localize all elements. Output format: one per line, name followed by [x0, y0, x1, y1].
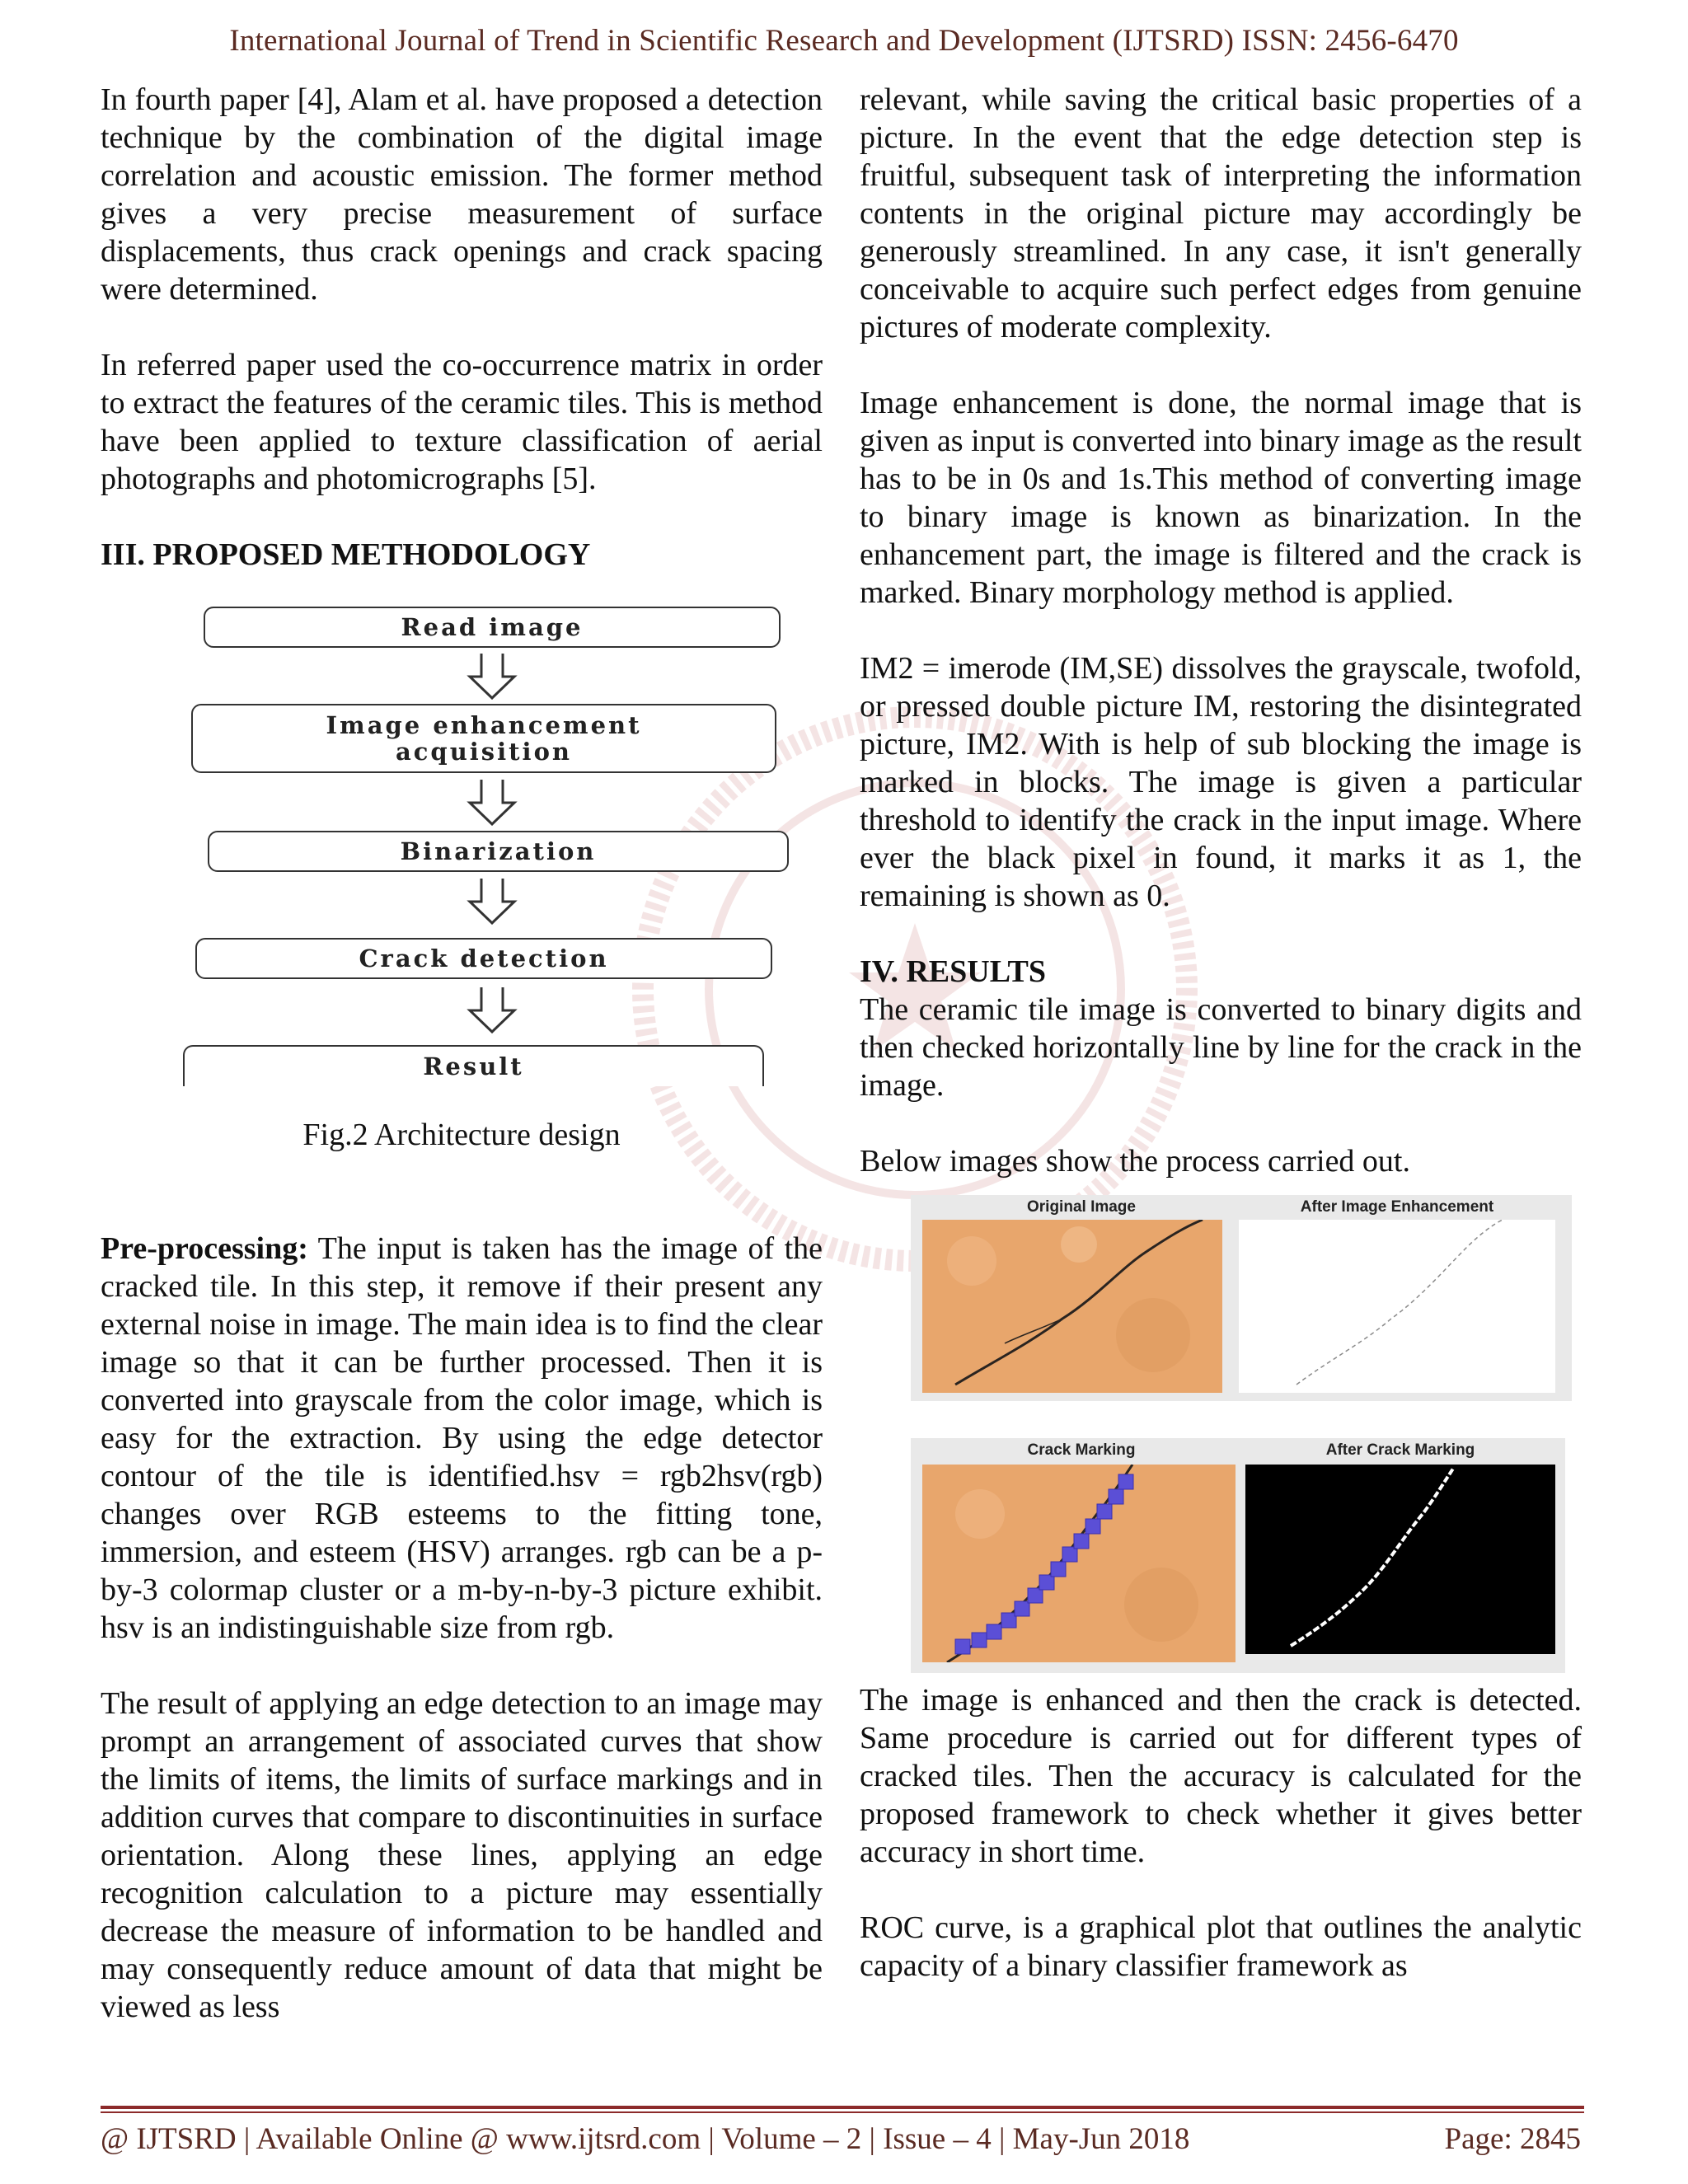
flow-box-label: Image enhancement [326, 711, 642, 739]
down-arrow-icon [463, 877, 521, 925]
paragraph: The result of applying an edge detection to an image may prompt an arrangement of associated curves that show the limits of items, the limits of surface markings and in addition curves that compare to discontinuities in surface orientation. Along these lines, applying an edge recognition calculation to a picture may essentially decrease the measure of information to be handled and may consequently reduce amount of data that might be viewed as less [101, 1686, 823, 2024]
panel-title: Original Image [1027, 1198, 1136, 1216]
down-arrow-icon [463, 652, 521, 700]
paragraph [101, 1230, 823, 1647]
paragraph: relevant, while saving the critical basic properties of a picture. In the event that the edge detection step is fruitful, subsequent task of interpreting the information contents in the original picture may accordingly be generously streamlined. In any case, it isn't generally conceivable to acquire such perfect edges from genuine pictures of moderate complexity. [860, 82, 1582, 344]
panel-after-crack-marking [1236, 1438, 1565, 1673]
flow-box-label: Read image [401, 613, 584, 641]
panel-title: Crack Marking [1027, 1441, 1136, 1459]
flow-box-label: Binarization [400, 837, 597, 865]
architecture-flowchart [101, 607, 823, 1208]
paragraph: IM2 = imerode (IM,SE) dissolves the grayscale, twofold, or pressed double picture IM, restoring the disintegrated picture, IM2. With is help of sub blocking the image is marked in blocks. The image is given a particular threshold to identify the crack in the input image. Where ever the black pixel in found, it marks it as 1, the remaining is shown as 0. [860, 651, 1582, 913]
journal-header: International Journal of Trend in Scientific Research and Development (IJTSRD) ISSN: 2456-6470 [229, 24, 1459, 58]
paragraph: In fourth paper [4], Alam et al. have proposed a detection technique by the combination of the digital image correlation and acoustic emission. The former method gives a very precise measurement of surface displacements, thus crack openings and crack spacing were determined. [101, 82, 823, 307]
tile-photo-icon [922, 1220, 1240, 1393]
panel-original-image [911, 1195, 1252, 1401]
footer-journal-info: @ IJTSRD | Available Online @ www.ijtsrd.com | Volume – 2 | Issue – 4 | May-Jun 2018 [101, 2122, 1190, 2156]
enhanced-image-icon [1239, 1220, 1555, 1393]
binary-crack-image-icon [1245, 1465, 1555, 1654]
down-arrow-icon [463, 986, 521, 1033]
section-heading: IV. RESULTS [860, 954, 1047, 989]
flow-box-result [183, 1045, 764, 1086]
right-column [860, 81, 1582, 1985]
panel-crack-marking [911, 1438, 1252, 1673]
paragraph-label: Pre-processing: [101, 1231, 308, 1266]
panel-after-enhancement [1222, 1195, 1572, 1401]
flow-box-label: Result [423, 1052, 524, 1080]
left-column [101, 81, 823, 2026]
down-arrow-icon [463, 778, 521, 826]
panel-title: After Image Enhancement [1300, 1198, 1494, 1216]
flow-box-label: Crack detection [359, 944, 609, 972]
figure-caption: Fig.2 Architecture design [302, 1118, 621, 1152]
paragraph-text: The input is taken has the image of the cracked tile. In this step, it remove if their present any external noise in image. The main idea is to find the clear image so that it can be further processed. Then it is converted into grayscale from the color image, which is easy for the extraction. By using the edge detector contour of the tile is identified.hsv = rgb2hsv(rgb) changes over RGB esteems to the fitting tone, immersion, and esteem (HSV) arranges. rgb can be a p-by-3 colormap cluster or a m-by-n-by-3 picture exhibit. hsv is an indistinguishable size from rgb. [101, 1231, 823, 1645]
footer-divider [101, 2106, 1584, 2109]
paragraph: The image is enhanced and then the crack is detected. Same procedure is carried out for different types of cracked tiles. Then the accuracy is calculated for the proposed framework to check whether it gives better accuracy in short time. [860, 1683, 1582, 1869]
paragraph: The ceramic tile image is converted to binary digits and then checked horizontally line by line for the crack in the image. [860, 992, 1582, 1103]
flow-box-binarization [208, 831, 789, 872]
paragraph: In referred paper used the co-occurrence matrix in order to extract the features of the ceramic tiles. This is method have been applied to texture classification of aerial photographs and photomicrographs [5]. [101, 348, 823, 496]
section-heading: III. PROPOSED METHODOLOGY [101, 537, 591, 572]
footer-divider [101, 2111, 1584, 2113]
flow-box-label: acquisition [395, 738, 572, 766]
footer-page-number: Page: 2845 [1444, 2122, 1581, 2156]
paragraph: Image enhancement is done, the normal image that is given as input is converted into binary image as the result has to be in 0s and 1s.This method of converting image to binary image is known as binarization. In the enhancement part, the image is filtered and the crack is marked. Binary morphology method is applied. [860, 386, 1582, 610]
flow-box-crack-detection [195, 938, 772, 979]
flow-box-read-image [204, 607, 781, 648]
crack-marked-photo-icon [922, 1465, 1240, 1662]
results-figure [860, 1195, 1582, 1681]
panel-title: After Crack Marking [1325, 1441, 1475, 1459]
flow-box-image-enhancement [191, 704, 776, 773]
paragraph: Below images show the process carried out. [860, 1144, 1410, 1179]
paragraph: ROC curve, is a graphical plot that outlines the analytic capacity of a binary classifier framework as [860, 1910, 1582, 1983]
